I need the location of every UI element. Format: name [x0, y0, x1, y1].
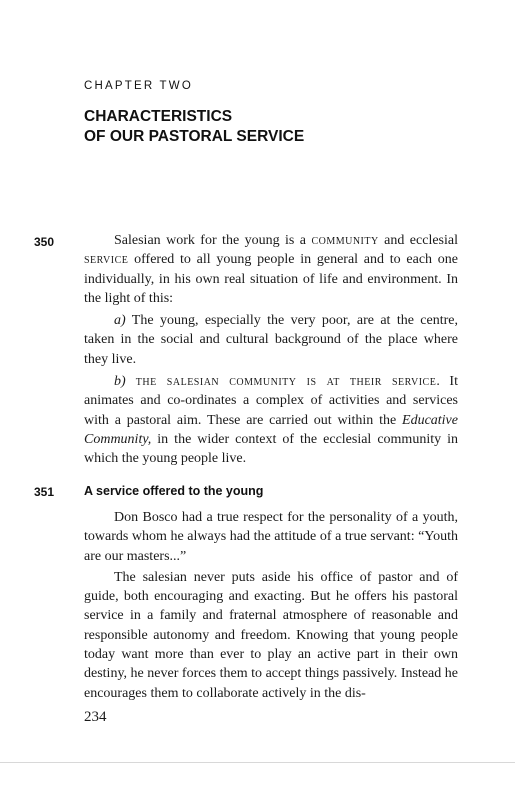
paragraph-number-350: 350: [34, 235, 55, 249]
page-number: 234: [84, 709, 107, 725]
chapter-title: [84, 107, 464, 147]
section-351: [84, 508, 458, 703]
paragraph-350-a: a) The young, especially the very poor, are at the centre, taken in the social and cultural background of the place where they live.: [84, 313, 458, 367]
small-caps-community: community: [311, 233, 379, 248]
chapter-title-line-2: OF OUR PASTORAL SERVICE: [84, 128, 305, 145]
paragraph-350-intro: Salesian work for the young is a community and ecclesial service offered to all young people in general and to each one individually, in his own real situation of life and environment. In the light of this:: [84, 233, 458, 306]
chapter-label: CHAPTER TWO: [84, 80, 193, 92]
paragraph-number-351: 351: [34, 485, 55, 499]
paragraph-351-1: Don Bosco had a true respect for the personality of a youth, towards whom he always had the attitude of a true servant: “Youth are our masters...”: [84, 510, 458, 564]
list-marker-a: a): [114, 313, 126, 329]
section-heading-351: A service offered to the young: [84, 484, 264, 498]
paragraph-350-b: b) the salesian community is at their service. It animates and co-ordinates a complex of activities and services with a pastoral aim. These are carried out within the Educative Community, in the wider context of the ecclesial community in which the young people live.: [84, 374, 458, 467]
small-caps-salesian-community: the salesian community is at their service: [125, 374, 437, 390]
section-350: [84, 231, 458, 469]
italic-educative-community: Educative Community,: [84, 412, 458, 447]
list-marker-b: b): [114, 374, 126, 390]
chapter-title-line-1: CHARACTERISTICS: [84, 108, 233, 125]
small-caps-service: service: [84, 252, 129, 268]
bottom-edge-line: [0, 762, 515, 763]
paragraph-351-2: The salesian never puts aside his office of pastor and of guide, both encouraging and exacting. But he offers his pastoral service in a family and fraternal atmosphere of reasonable and responsible autonomy and freedom. Knowing that young people today want more than ever to play an active part in their own destiny, he never forces them to accept things passively. Instead he encourages them to collaborate actively in the dis-: [84, 569, 458, 701]
